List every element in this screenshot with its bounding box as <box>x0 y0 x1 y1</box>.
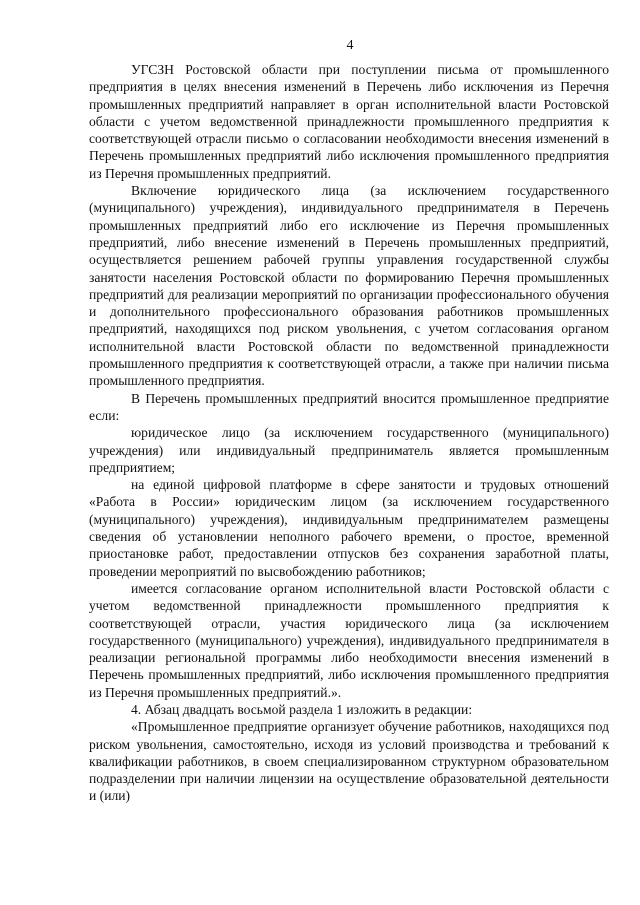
paragraph-7: 4. Абзац двадцать восьмой раздела 1 изложить в редакции: <box>131 701 473 717</box>
paragraph-4: юридическое лицо (за исключением государственного (муниципального) учреждения) или индивидуальный предприниматель является промышленным предприятием; <box>89 425 609 475</box>
page-number: 4 <box>346 38 354 53</box>
paragraph-1: УГСЗН Ростовской области при поступлении письма от промышленного предприятия в целях внесения изменений в Перечень либо исключения из Перечня промышленных предприятий направляет в орган исполнительной власти Ростовской области с учетом ведомственной принадлежности промышленного предприятия к соответствующей отрасли письмо о согласовании необходимости внесения изменений в Перечень промышленных предприятий либо исключения промышленного предприятия из Перечня промышленных предприятий. <box>89 62 609 181</box>
paragraph-3: В Перечень промышленных предприятий вносится промышленное предприятие если: <box>89 390 609 423</box>
paragraph-8: «Промышленное предприятие организует обучение работников, находящихся под риском увольнения, самостоятельно, исходя из условий производства и требований к квалификации работников, в своем специализированном структурном образовательном подразделении при наличии лицензии на осуществление образовательной деятельности и (или) <box>89 719 609 804</box>
paragraph-5: на единой цифровой платформе в сфере занятости и трудовых отношений «Работа в России» юридическим лицом (за исключением государственного (муниципального) учреждения), индивидуальным предпринимателем размещены сведения об установлении неполного рабочего времени, о простое, временной приостановке работ, предоставлении отпусков без сохранения заработной платы, проведении мероприятий по высвобождению работников; <box>89 477 609 579</box>
paragraph-6: имеется согласование органом исполнительной власти Ростовской области с учетом ведомственной принадлежности промышленного предприятия к соответствующей отрасли, участия юридического лица (за исключением государственного (муниципального) учреждения), индивидуального предпринимателя в реализации региональной программы либо необходимости внесения изменений в Перечень промышленных предприятий, либо исключения промышленного предприятия из Перечня промышленных предприятий.». <box>89 580 609 700</box>
paragraph-2: Включение юридического лица (за исключением государственного (муниципального) учреждения), индивидуального предпринимателя в Перечень промышленных предприятий либо его исключение из Перечня промышленных предприятий, либо внесение изменений в Перечень промышленных предприятий, осуществляется решением рабочей группы управления государственной службы занятости населения Ростовской области по формированию Перечня промышленных предприятий для реализации мероприятий по организации профессионального обучения и дополнительного профессионального образования работников промышленных предприятий, находящихся под риском увольнения, с учетом согласования органом исполнительной власти Ростовской области по ведомственной принадлежности промышленного предприятия к соответствующей отрасли, а также при наличии письма промышленного предприятия. <box>89 183 609 389</box>
document-body <box>89 61 609 805</box>
